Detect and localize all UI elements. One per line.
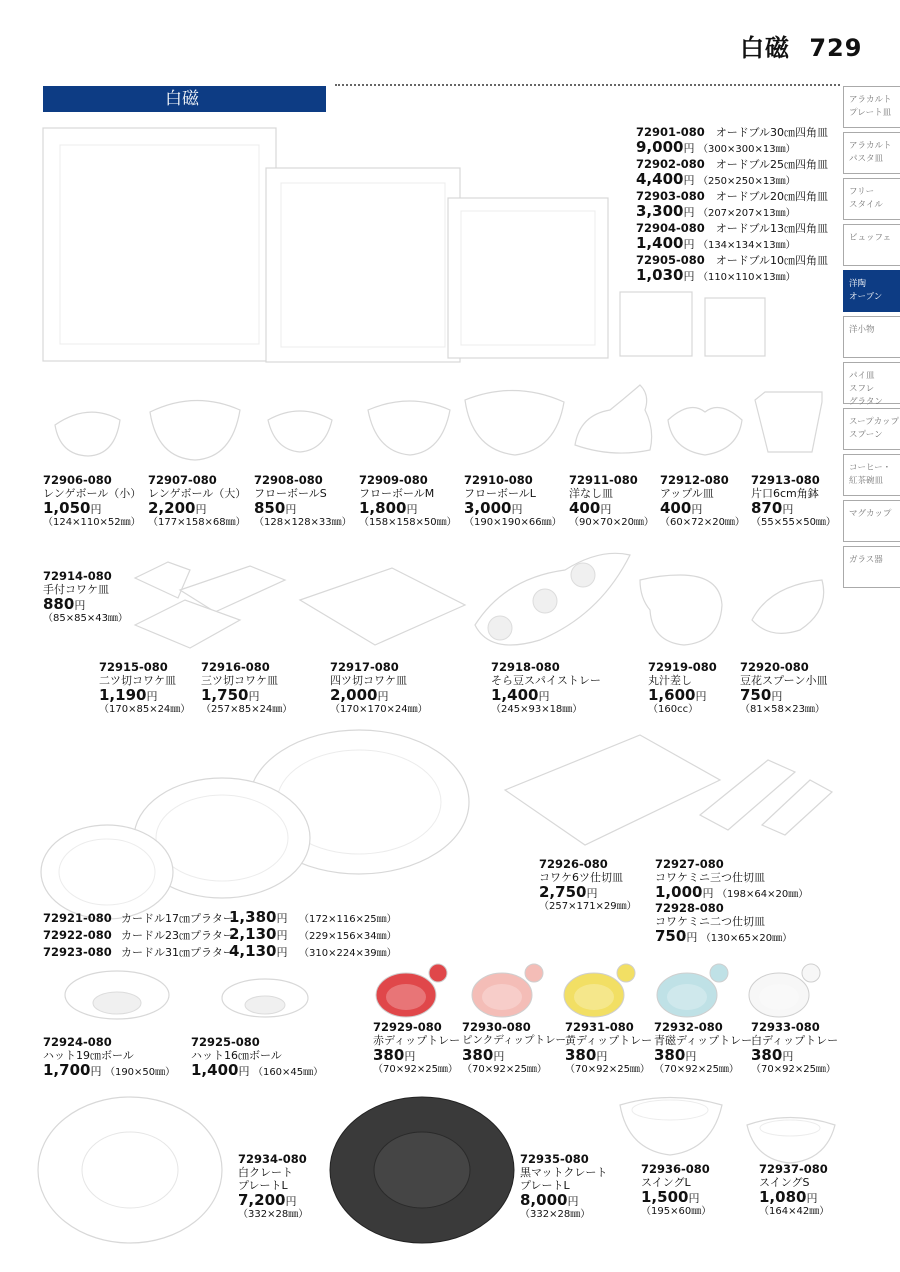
section-band: 白磁 (43, 86, 326, 112)
yen-label: 円 (377, 690, 389, 703)
dip-tray-handle (710, 964, 728, 982)
product-name: オードブル13㎝四角皿 (715, 222, 829, 235)
yen-label: 円 (782, 1050, 794, 1063)
product-price: 380 (751, 1046, 783, 1064)
dip-tray-image-2 (564, 964, 635, 1017)
product-dim: （198×64×20㎜） (716, 889, 809, 900)
side-tab-1[interactable]: アラカルト パスタ皿 (843, 132, 900, 174)
yen-label: 円 (90, 503, 102, 516)
bowl-4 (464, 474, 562, 529)
yen-label: 円 (567, 1195, 579, 1208)
product-name: フローボールL (464, 487, 536, 500)
square-plate-list (636, 126, 828, 284)
dip-tray-well (574, 984, 614, 1010)
yen-label: 円 (685, 1050, 697, 1063)
product-dim: （70×92×25㎜） (654, 1064, 739, 1075)
product-dim: （70×92×25㎜） (751, 1064, 836, 1075)
product-price: 750 (740, 686, 772, 704)
dip-2 (565, 1021, 652, 1076)
dip-0 (373, 1021, 460, 1076)
yen-label: 円 (695, 690, 707, 703)
yen-label: 円 (511, 503, 523, 516)
product-dim: （195×60㎜） (641, 1206, 712, 1217)
yen-label: 円 (285, 1195, 297, 1208)
product-dim: （250×250×13㎜） (697, 176, 796, 187)
product-dim: （332×28㎜） (238, 1209, 309, 1220)
product-code: 72915-080 (99, 660, 168, 674)
product-name: レンゲボール（大） (148, 487, 247, 500)
product-code: 72931-080 (565, 1020, 634, 1034)
product-code: 72934-080 (238, 1152, 307, 1166)
soy-pitcher-image (640, 575, 722, 645)
product-price: 380 (654, 1046, 686, 1064)
crate-0 (238, 1153, 308, 1221)
yen-label: 円 (691, 503, 703, 516)
product-name: 片口6cm角鉢 (751, 487, 819, 500)
product-dim: （128×128×33㎜） (254, 517, 352, 528)
side-tab-3[interactable]: ビュッフェ (843, 224, 900, 266)
product-price: 3,300 (636, 202, 684, 220)
product-name: コワケミニ二つ仕切皿 (655, 915, 765, 928)
kowake-0 (43, 570, 128, 625)
yen-label: 円 (538, 690, 550, 703)
side-tab-9[interactable]: マグカップ (843, 500, 900, 542)
dip-tray-image-1 (472, 964, 543, 1017)
side-tab-8[interactable]: コーヒー・ 紅茶碗皿 (843, 454, 900, 496)
product-name: 白ディップトレー (751, 1034, 839, 1047)
dip-tray-handle (617, 964, 635, 982)
yen-label: 円 (276, 929, 288, 942)
product-price: 1,000 (655, 883, 703, 901)
bowl-2 (254, 474, 352, 529)
product-price: 1,380 (229, 908, 277, 926)
product-dim: （85×85×43㎜） (43, 613, 128, 624)
side-tab-7[interactable]: スープカップ スプーン (843, 408, 900, 450)
product-dim: （172×116×25㎜） (299, 914, 397, 925)
product-code: 72927-080 (655, 857, 724, 871)
yen-label: 円 (596, 1050, 608, 1063)
product-name: そら豆スパイストレー (491, 674, 601, 687)
crate-1 (520, 1153, 607, 1221)
product-code: 72925-080 (191, 1035, 260, 1049)
yen-label: 円 (782, 503, 794, 516)
product-price: 1,050 (43, 499, 91, 517)
four-part-kowake-image (300, 568, 465, 645)
side-tab-2[interactable]: フリー スタイル (843, 178, 900, 220)
side-tab-6[interactable]: パイ皿 スフレ グラタン (843, 362, 900, 404)
product-code: 72911-080 (569, 473, 638, 487)
yen-label: 円 (74, 599, 86, 612)
product-code: 72933-080 (751, 1020, 820, 1034)
product-dim: （207×207×13㎜） (697, 208, 796, 219)
product-dim: （332×28㎜） (520, 1209, 591, 1220)
product-code: 72926-080 (539, 857, 608, 871)
product-price: 1,400 (636, 234, 684, 252)
product-code: 72918-080 (491, 660, 560, 674)
square-plate-4 (636, 254, 828, 284)
side-tab-4-active[interactable]: 洋陶 オーブン (843, 270, 900, 312)
product-name: 洋なし皿 (569, 487, 613, 500)
square-plate-13-image (620, 292, 692, 356)
product-code: 72905-080 (636, 253, 705, 267)
product-price: 8,000 (520, 1191, 568, 1209)
white-crate-plate-image (38, 1097, 222, 1243)
product-dim: （70×92×25㎜） (373, 1064, 458, 1075)
product-code: 72912-080 (660, 473, 729, 487)
product-code: 72902-080 (636, 157, 705, 171)
product-code: 72930-080 (462, 1020, 531, 1034)
product-code: 72929-080 (373, 1020, 442, 1034)
product-code: 72917-080 (330, 660, 399, 674)
product-name: オードブル25㎝四角皿 (715, 158, 829, 171)
flow-bowl-m-image (368, 401, 450, 455)
product-price: 2,750 (539, 883, 587, 901)
dip-tray-well (759, 984, 799, 1010)
dip-tray-handle (525, 964, 543, 982)
product-price: 380 (565, 1046, 597, 1064)
product-price: 400 (660, 499, 692, 517)
bowl-0 (43, 474, 141, 529)
katakuchi-bowl-image (755, 392, 822, 452)
product-code: 72924-080 (43, 1035, 112, 1049)
side-tab-5[interactable]: 洋小物 (843, 316, 900, 358)
yen-label: 円 (404, 1050, 416, 1063)
swing-0 (641, 1163, 711, 1218)
partition-0 (539, 858, 637, 913)
product-name: コワケミニ三つ仕切皿 (655, 871, 765, 884)
product-name: オードブル30㎝四角皿 (715, 126, 829, 139)
product-price: 3,000 (464, 499, 512, 517)
dip-1 (462, 1021, 566, 1076)
bowl-7 (751, 474, 836, 529)
product-name: オードブル20㎝四角皿 (715, 190, 829, 203)
product-name: 黒マットクレート (520, 1166, 608, 1179)
partition-2 (655, 902, 792, 945)
bowl-3 (359, 474, 457, 529)
product-price: 1,030 (636, 266, 684, 284)
product-name: カードル31㎝プラター (121, 946, 234, 959)
product-dim: （81×58×23㎜） (740, 704, 825, 715)
product-code: 72921-080 (43, 911, 112, 925)
product-dim: （130×65×20㎜） (700, 933, 793, 944)
dip-tray-well (667, 984, 707, 1010)
product-name: 青磁ディップトレー (654, 1034, 753, 1047)
product-price: 380 (462, 1046, 494, 1064)
yen-label: 円 (90, 1065, 102, 1078)
yen-label: 円 (248, 690, 260, 703)
product-name: カードル23㎝プラター (121, 929, 234, 942)
product-dim: （164×42㎜） (759, 1206, 830, 1217)
product-code: 72928-080 (655, 901, 724, 915)
hat-0 (43, 1036, 175, 1079)
product-code: 72906-080 (43, 473, 112, 487)
product-price: 850 (254, 499, 286, 517)
hat-1 (191, 1036, 323, 1079)
apple-plate-image (668, 408, 742, 456)
product-name: スイングL (641, 1176, 691, 1189)
side-tab-10[interactable]: ガラス器 (843, 546, 900, 588)
product-name: レンゲボール（小） (43, 487, 142, 500)
product-dim: （257×85×24㎜） (201, 704, 293, 715)
kowake-4 (491, 661, 601, 716)
dip-tray-image-4 (749, 964, 820, 1017)
product-name: ピンクディップトレー (462, 1034, 566, 1046)
product-name: アップル皿 (660, 487, 714, 500)
product-code: 72919-080 (648, 660, 717, 674)
product-price: 1,400 (191, 1061, 239, 1079)
yen-label: 円 (600, 503, 612, 516)
handle-kowake-image (135, 562, 190, 598)
product-price: 1,190 (99, 686, 147, 704)
product-name: 四ツ切コワケ皿 (330, 674, 407, 687)
product-name: 三ツ切コワケ皿 (201, 674, 278, 687)
product-price: 7,200 (238, 1191, 286, 1209)
yen-label: 円 (586, 887, 598, 900)
dip-tray-image-3 (657, 964, 728, 1017)
yen-label: 円 (493, 1050, 505, 1063)
product-name: スイングS (759, 1176, 810, 1189)
pear-plate-image (575, 385, 652, 453)
swing-s-image (747, 1118, 835, 1164)
product-dim: （90×70×20㎜） (569, 517, 654, 528)
product-name: ハット16㎝ボール (191, 1049, 282, 1062)
product-name: 白クレート (238, 1166, 293, 1179)
product-code: 72904-080 (636, 221, 705, 235)
kowake-6 (740, 661, 827, 716)
product-name: フローボールM (359, 487, 435, 500)
product-dim: （310×224×39㎜） (299, 948, 397, 959)
renge-bowl-large-image (150, 400, 240, 460)
product-price: 1,750 (201, 686, 249, 704)
product-code: 72909-080 (359, 473, 428, 487)
product-name: フローボールS (254, 487, 327, 500)
yen-label: 円 (683, 174, 695, 187)
product-code: 72914-080 (43, 569, 112, 583)
yen-label: 円 (276, 946, 288, 959)
product-dim: （170×85×24㎜） (99, 704, 191, 715)
yen-label: 円 (806, 1192, 818, 1205)
bowl-1 (148, 474, 246, 529)
product-dim: （55×55×50㎜） (751, 517, 836, 528)
yen-label: 円 (146, 690, 158, 703)
yen-label: 円 (683, 238, 695, 251)
product-price: 870 (751, 499, 783, 517)
product-name: ハット19㎝ボール (43, 1049, 134, 1062)
product-price: 2,000 (330, 686, 378, 704)
product-dim: （110×110×13㎜） (697, 272, 796, 283)
platter-2 (43, 943, 397, 962)
dip-tray-handle (429, 964, 447, 982)
product-code: 72935-080 (520, 1152, 589, 1166)
dip-tray-well (386, 984, 426, 1010)
product-name: 黄ディップトレー (565, 1034, 653, 1047)
flow-bowl-s-image (268, 411, 332, 452)
product-code: 72913-080 (751, 473, 820, 487)
partition-1 (655, 858, 808, 901)
kowake-3 (330, 661, 428, 716)
square-plate-30-image (43, 128, 276, 361)
product-dim: （134×134×13㎜） (697, 240, 796, 251)
yen-label: 円 (683, 142, 695, 155)
kowake-5 (648, 661, 717, 716)
product-price: 2,130 (229, 925, 277, 943)
dip-3 (654, 1021, 752, 1076)
product-price: 1,700 (43, 1061, 91, 1079)
product-name: オードブル10㎝四角皿 (715, 254, 829, 267)
square-plate-20-image (448, 198, 608, 358)
product-dim: （170×170×24㎜） (330, 704, 428, 715)
kowake-1 (99, 661, 190, 716)
product-code: 72932-080 (654, 1020, 723, 1034)
product-price: 1,500 (641, 1188, 689, 1206)
six-part-plate-image (505, 735, 720, 845)
yen-label: 円 (276, 912, 288, 925)
square-plate-2 (636, 190, 828, 220)
yen-label: 円 (686, 931, 698, 944)
bowl-6 (660, 474, 745, 529)
product-dim: （300×300×13㎜） (697, 144, 796, 155)
product-name: 二ツ切コワケ皿 (99, 674, 176, 687)
product-dim: （158×158×50㎜） (359, 517, 457, 528)
product-dim: （190×190×66㎜） (464, 517, 562, 528)
product-name: 豆花スプーン小皿 (740, 674, 828, 687)
yen-label: 円 (688, 1192, 700, 1205)
product-code: 72936-080 (641, 1162, 710, 1176)
yen-label: 円 (683, 270, 695, 283)
dip-tray-handle (802, 964, 820, 982)
product-dim: （124×110×52㎜） (43, 517, 141, 528)
dip-tray-well (482, 984, 522, 1010)
product-code: 72923-080 (43, 945, 112, 959)
yen-label: 円 (771, 690, 783, 703)
product-name: 赤ディップトレー (373, 1034, 461, 1047)
dip-tray-image-0 (376, 964, 447, 1017)
product-price: 380 (373, 1046, 405, 1064)
square-plate-1 (636, 158, 828, 188)
swing-1 (759, 1163, 829, 1218)
product-price: 1,600 (648, 686, 696, 704)
product-price: 9,000 (636, 138, 684, 156)
product-code: 72922-080 (43, 928, 112, 942)
square-plate-10-image (705, 298, 765, 356)
product-name: コワケ6ツ仕切皿 (539, 871, 623, 884)
product-dim: （70×92×25㎜） (565, 1064, 650, 1075)
product-name-2: プレートL (238, 1179, 288, 1192)
flow-bowl-l-image (465, 390, 564, 455)
product-dim: （245×93×18㎜） (491, 704, 583, 715)
product-dim: （190×50㎜） (104, 1067, 176, 1078)
product-code: 72920-080 (740, 660, 809, 674)
renge-bowl-small-image (55, 412, 120, 456)
product-price: 1,400 (491, 686, 539, 704)
product-code: 72908-080 (254, 473, 323, 487)
page-number: 729 (809, 34, 863, 62)
product-name: 手付コワケ皿 (43, 583, 109, 596)
product-price: 1,080 (759, 1188, 807, 1206)
product-name: 丸汁差し (648, 674, 692, 687)
product-price: 400 (569, 499, 601, 517)
yen-label: 円 (702, 887, 714, 900)
product-code: 72903-080 (636, 189, 705, 203)
product-dim: （60×72×20㎜） (660, 517, 745, 528)
product-price: 4,130 (229, 942, 277, 960)
product-price: 750 (655, 927, 687, 945)
product-name-2: プレートL (520, 1179, 570, 1192)
product-dim: （257×171×29㎜） (539, 901, 637, 912)
product-dim: （177×158×68㎜） (148, 517, 246, 528)
side-tab-0[interactable]: アラカルト プレート皿 (843, 86, 900, 128)
yen-label: 円 (195, 503, 207, 516)
product-price: 2,200 (148, 499, 196, 517)
yen-label: 円 (238, 1065, 250, 1078)
square-plate-0 (636, 126, 828, 156)
yen-label: 円 (406, 503, 418, 516)
product-dim: （229×156×34㎜） (299, 931, 397, 942)
page-title-text: 白磁 (740, 34, 790, 62)
product-name: カードル17㎝プラター (121, 912, 234, 925)
product-dim: （70×92×25㎜） (462, 1064, 547, 1075)
product-price: 880 (43, 595, 75, 613)
product-dim: （160×45㎜） (252, 1067, 324, 1078)
dip-4 (751, 1021, 838, 1076)
yen-label: 円 (683, 206, 695, 219)
product-price: 1,800 (359, 499, 407, 517)
product-code: 72910-080 (464, 473, 533, 487)
square-plate-3 (636, 222, 828, 252)
kowake-2 (201, 661, 292, 716)
yen-label: 円 (285, 503, 297, 516)
product-code: 72937-080 (759, 1162, 828, 1176)
douka-spoon-image (752, 580, 824, 633)
product-dim: （160cc） (648, 704, 699, 715)
product-code: 72916-080 (201, 660, 270, 674)
product-code: 72901-080 (636, 125, 705, 139)
product-code: 72907-080 (148, 473, 217, 487)
bowl-5 (569, 474, 654, 529)
product-price: 4,400 (636, 170, 684, 188)
square-plate-25-image (266, 168, 460, 362)
